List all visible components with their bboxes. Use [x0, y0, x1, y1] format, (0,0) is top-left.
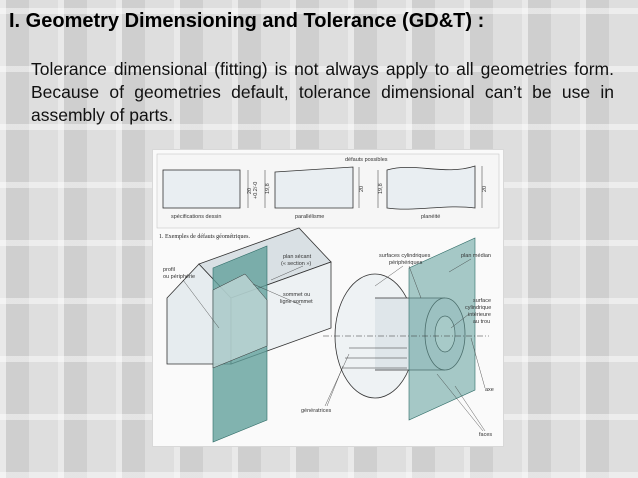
faces-label: faces	[479, 432, 493, 438]
parallel-shape	[275, 167, 353, 208]
spec-dimension-main: 20	[247, 187, 253, 194]
au-trou-label: au trou	[473, 319, 491, 325]
sommet-label: sommet ou	[283, 292, 311, 298]
parallel-dimension-198: 19,8	[265, 183, 271, 194]
cylindrique-label: cylindrique	[465, 305, 492, 311]
parallel-label: parallélisme	[295, 214, 325, 220]
flatness-shape	[387, 166, 475, 209]
axe-label: axe	[485, 387, 494, 393]
figure-caption: 1. Exemples de défauts géométriques.	[159, 234, 250, 240]
peripherie-label: ou périphérie	[163, 274, 196, 280]
parallel-dimension-20: 20	[359, 185, 365, 192]
defauts-possibles-label: défauts possibles	[345, 157, 388, 163]
plan-secant-label: plan sécant	[283, 254, 312, 260]
slide-body-text: Tolerance dimensional (fitting) is not always apply to all geometries form. Because of geometries default, tolerance dimensional can’t be use in assembly of parts.	[31, 59, 614, 125]
spec-rectangle	[163, 170, 240, 208]
flatness-label: planéité	[421, 214, 441, 220]
generatrices-label: génératrices	[301, 408, 332, 414]
peripheriques-label: périphériques	[389, 260, 423, 266]
leader-faces-2	[455, 386, 485, 431]
spec-dimension-tolerance: +0.2/-0	[253, 181, 259, 199]
ligne-sommet-label: ligne sommet	[280, 299, 313, 305]
interieure-label: intérieure	[468, 312, 491, 318]
slide-title: I. Geometry Dimensioning and Tolerance (GD&T) :	[9, 10, 485, 32]
section-label: (« section »)	[281, 261, 312, 267]
flatness-dimension-20: 20	[482, 185, 488, 192]
leader-generatrices-2	[327, 366, 343, 406]
flatness-dimension-198: 19,8	[378, 183, 384, 194]
surfaces-cylindriques-label: surfaces cylindriques	[379, 253, 431, 259]
surface-label: surface	[473, 298, 492, 304]
spec-label: spécifications dessin	[171, 214, 222, 220]
plan-median-label: plan médian	[461, 253, 491, 259]
gdt-figure	[152, 149, 504, 447]
gdt-illustration	[153, 150, 503, 446]
leader-generatrices-1	[325, 354, 349, 406]
profil-label: profil	[163, 267, 175, 273]
